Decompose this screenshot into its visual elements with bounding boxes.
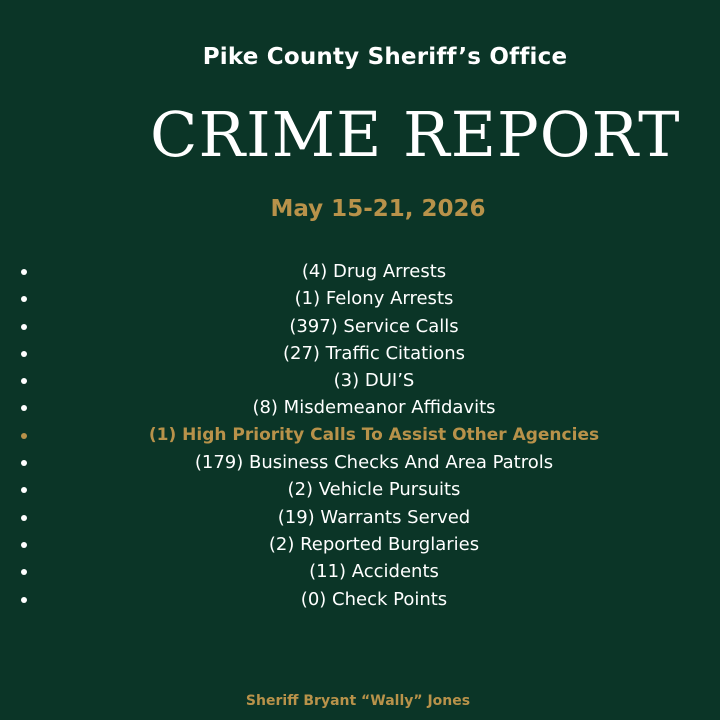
list-item-label: (397) Service Calls bbox=[289, 315, 459, 337]
list-item-label: (4) Drug Arrests bbox=[301, 261, 447, 282]
list-item-label: (19) Warrants Served bbox=[277, 506, 471, 528]
list-item bbox=[0, 558, 720, 585]
bullet-icon bbox=[21, 487, 27, 493]
bullet-icon bbox=[21, 515, 27, 521]
office-name: Pike County Sheriff’s Office bbox=[202, 44, 568, 70]
list-item-label: (27) Traffic Citations bbox=[283, 342, 465, 364]
list-item-highlight bbox=[0, 422, 720, 449]
list-item bbox=[0, 504, 720, 531]
list-item bbox=[0, 258, 720, 285]
bullet-icon bbox=[21, 597, 27, 603]
list-item bbox=[0, 367, 720, 394]
list-item-label: (1) High Priority Calls To Assist Other Agencies bbox=[148, 424, 600, 445]
list-item-label: (3) DUI’S bbox=[333, 370, 415, 392]
report-title: CRIME REPORT bbox=[150, 98, 681, 171]
bullet-icon bbox=[21, 433, 27, 439]
list-item-label: (0) Check Points bbox=[300, 588, 448, 610]
sheriff-signature: Sheriff Bryant “Wally” Jones bbox=[245, 693, 471, 709]
list-item-label: (2) Reported Burglaries bbox=[268, 533, 480, 555]
list-item bbox=[0, 449, 720, 476]
list-item bbox=[0, 340, 720, 367]
list-item bbox=[0, 531, 720, 558]
bullet-icon bbox=[21, 351, 27, 357]
date-range: May 15-21, 2026 bbox=[270, 196, 486, 222]
list-item-label: (11) Accidents bbox=[309, 561, 439, 583]
list-item-label: (179) Business Checks And Area Patrols bbox=[194, 452, 554, 474]
bullet-icon bbox=[21, 569, 27, 575]
bullet-icon bbox=[21, 405, 27, 411]
list-item-label: (1) Felony Arrests bbox=[294, 288, 454, 310]
bullet-icon bbox=[21, 460, 27, 466]
bullet-icon bbox=[21, 378, 27, 384]
list-item bbox=[0, 476, 720, 503]
list-item-label: (8) Misdemeanor Affidavits bbox=[252, 397, 496, 419]
list-item bbox=[0, 313, 720, 340]
bullet-icon bbox=[21, 296, 27, 302]
list-item bbox=[0, 586, 720, 613]
list-item bbox=[0, 394, 720, 421]
stats-list bbox=[0, 258, 720, 613]
bullet-icon bbox=[21, 542, 27, 548]
bullet-icon bbox=[21, 324, 27, 330]
list-item bbox=[0, 285, 720, 312]
bullet-icon bbox=[21, 269, 27, 275]
list-item-label: (2) Vehicle Pursuits bbox=[287, 479, 461, 501]
